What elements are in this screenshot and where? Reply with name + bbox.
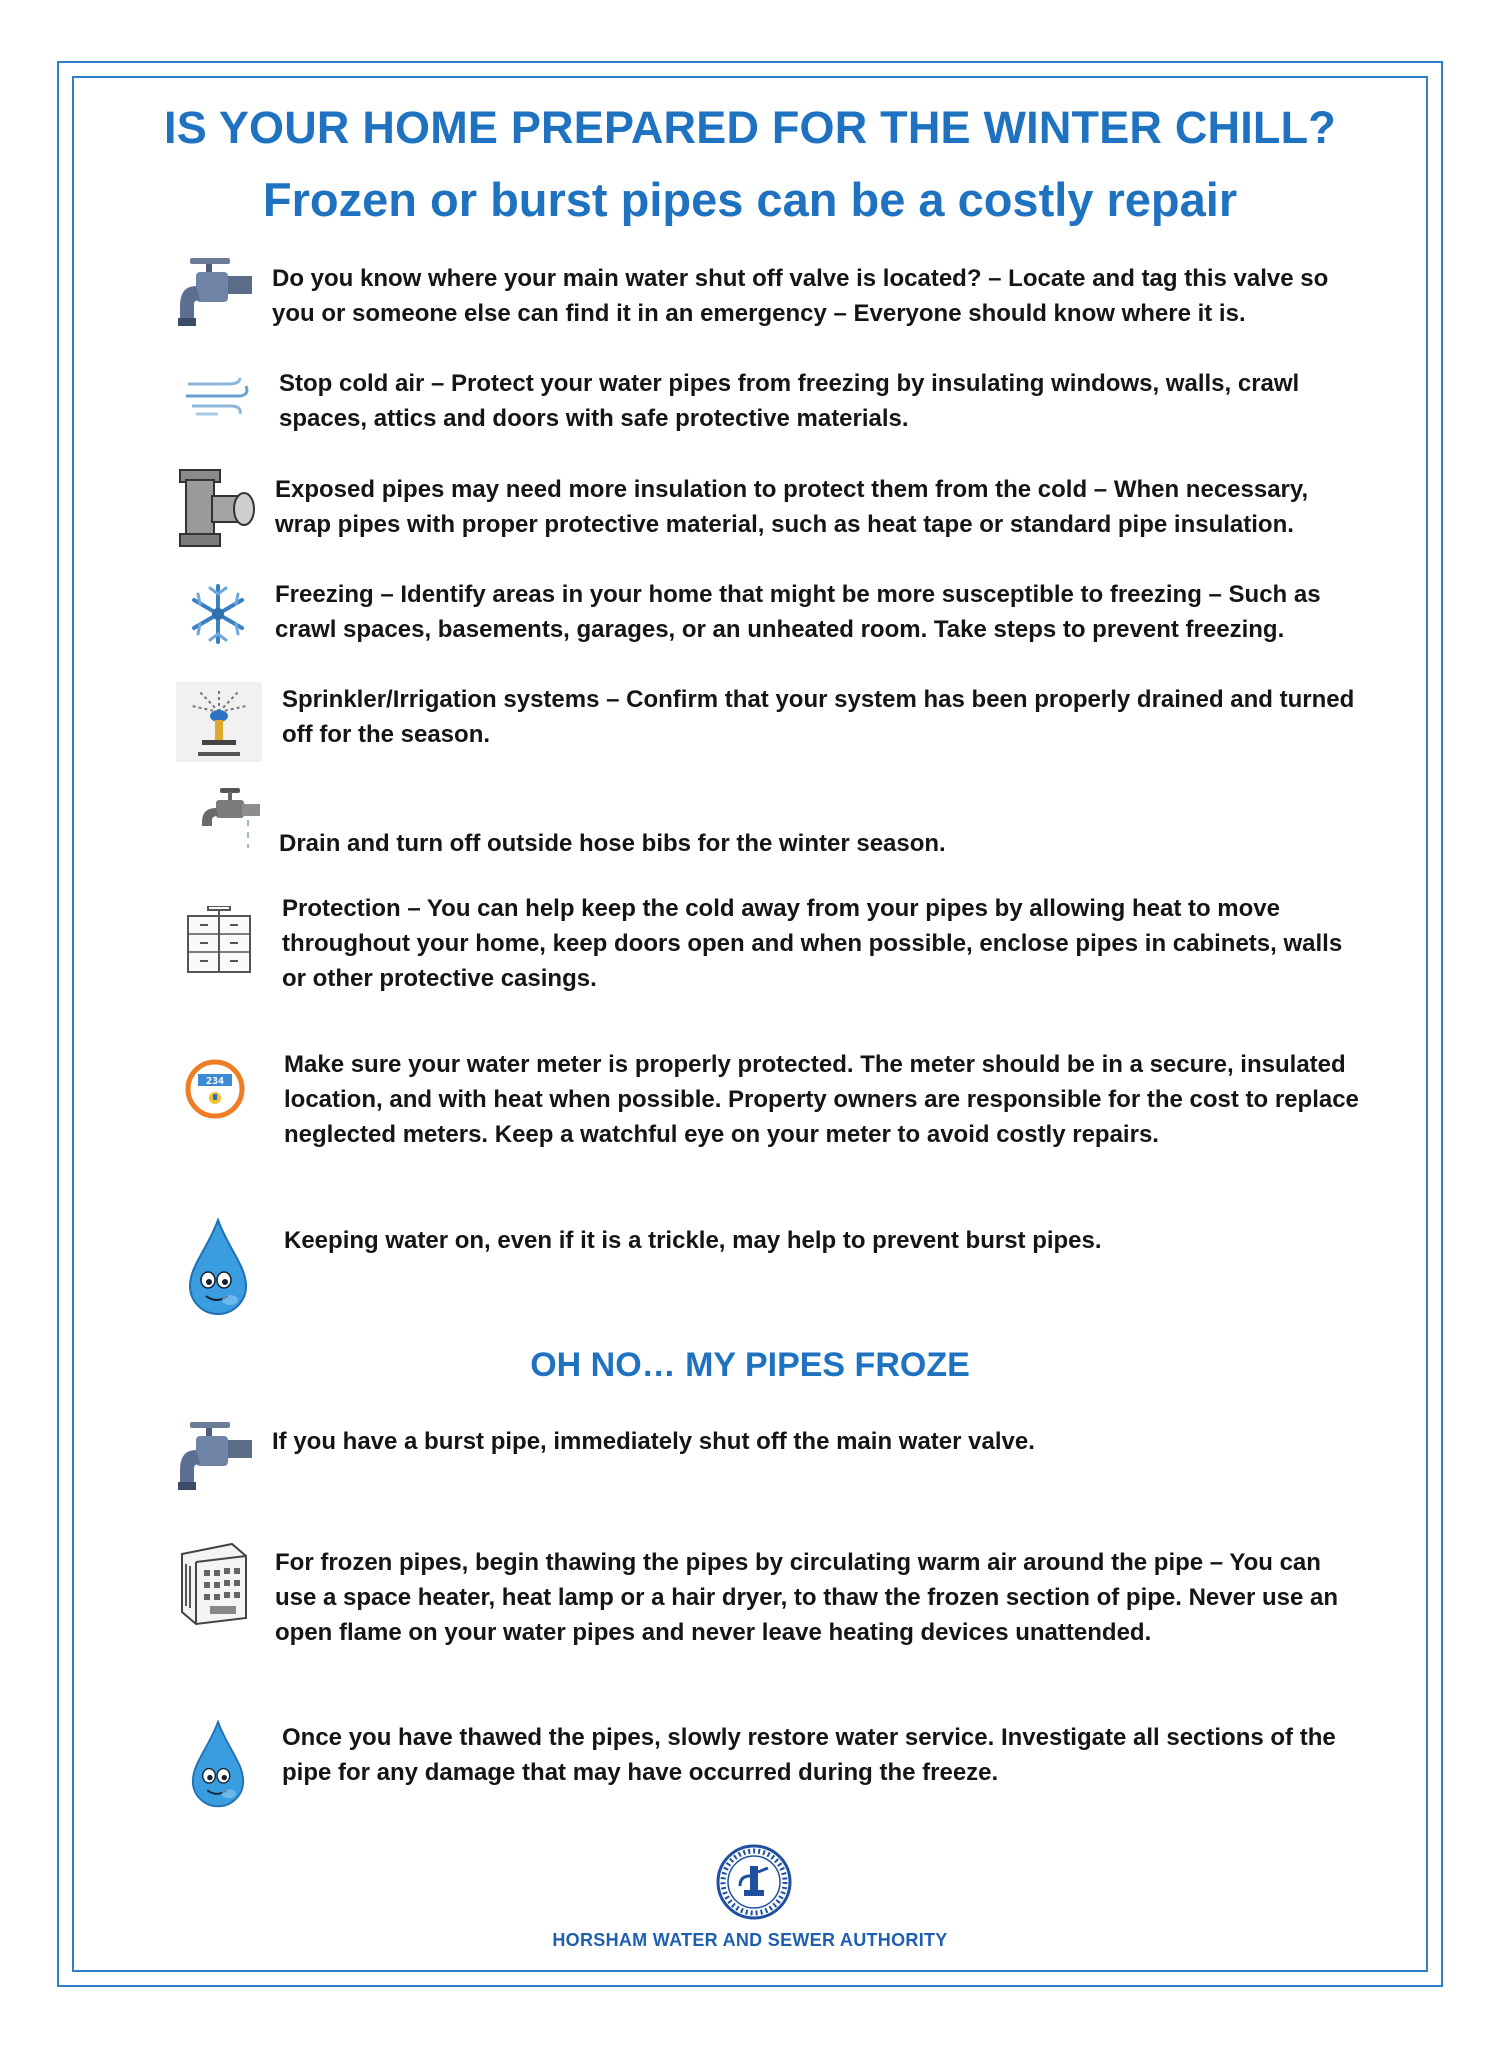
tip-text: Freezing – Identify areas in your home that might be more susceptible to freezing – Such as crawl spaces, basements, garages, or an unheated room. Take steps to prevent freezing. bbox=[275, 581, 1321, 643]
section-heading: OH NO… MY PIPES FROZE bbox=[530, 1346, 970, 1384]
tip-text: Keeping water on, even if it is a trickle, may help to prevent burst pipes. bbox=[284, 1227, 1102, 1254]
tip-text: Sprinkler/Irrigation systems – Confirm that your system has been properly drained and turned off for the season. bbox=[282, 686, 1355, 748]
page-border-inner bbox=[72, 76, 1428, 1972]
water-valve-icon bbox=[176, 256, 256, 336]
water-meter-icon bbox=[184, 1058, 246, 1120]
snowflake-icon bbox=[188, 582, 248, 646]
tip-text: If you have a burst pipe, immediately shut off the main water valve. bbox=[272, 1428, 1035, 1455]
page-subtitle: Frozen or burst pipes can be a costly repair bbox=[262, 173, 1238, 226]
tip-text: Stop cold air – Protect your water pipes from freezing by insulating windows, walls, crawl spaces, attics and doors with safe protective materials. bbox=[279, 370, 1300, 432]
water-valve-icon bbox=[176, 1420, 256, 1500]
water-drop-icon bbox=[186, 1720, 250, 1810]
organization-name: HORSHAM WATER AND SEWER AUTHORITY bbox=[552, 1930, 948, 1950]
cold-wind-icon bbox=[184, 374, 254, 418]
pipe-fitting-icon bbox=[176, 466, 258, 548]
space-heater-icon bbox=[176, 1540, 252, 1626]
tip-text: Protection – You can help keep the cold away from your pipes by allowing heat to move throughout your home, keep doors open and when possible, enclose pipes in cabinets, walls or other protective casings. bbox=[282, 895, 1343, 992]
water-drop-icon bbox=[186, 1218, 250, 1318]
tip-text: Do you know where your main water shut off valve is located? – Locate and tag this valve so you or someone else can find it in an emergency – Everyone should know where it is. bbox=[272, 265, 1329, 327]
cabinet-icon bbox=[186, 906, 252, 974]
svg-text:234: 234 bbox=[205, 1076, 225, 1087]
page-title: IS YOUR HOME PREPARED FOR THE WINTER CHILL? bbox=[164, 102, 1336, 153]
tip-text: Drain and turn off outside hose bibs for the winter season. bbox=[279, 830, 946, 857]
authority-seal-icon bbox=[716, 1844, 792, 1920]
tip-text: For frozen pipes, begin thawing the pipes by circulating warm air around the pipe – You can use a space heater, heat lamp or a hair dryer, to thaw the frozen section of pipe. Never use an open flame on your water pipes and never leave heating devices unattended. bbox=[275, 1549, 1339, 1646]
sprinkler-icon bbox=[176, 682, 262, 762]
hose-bib-icon bbox=[198, 786, 262, 850]
tip-text: Once you have thawed the pipes, slowly restore water service. Investigate all sections of the pipe for any damage that may have occurred during the freeze. bbox=[282, 1724, 1336, 1786]
tip-text: Make sure your water meter is properly protected. The meter should be in a secure, insulated location, and with heat when possible. Property owners are responsible for the cost to replace neglected meters. Keep a watchful eye on your meter to avoid costly repairs. bbox=[284, 1051, 1359, 1148]
tip-text: Exposed pipes may need more insulation to protect them from the cold – When necessary, wrap pipes with proper protective material, such as heat tape or standard pipe insulation. bbox=[275, 476, 1309, 538]
